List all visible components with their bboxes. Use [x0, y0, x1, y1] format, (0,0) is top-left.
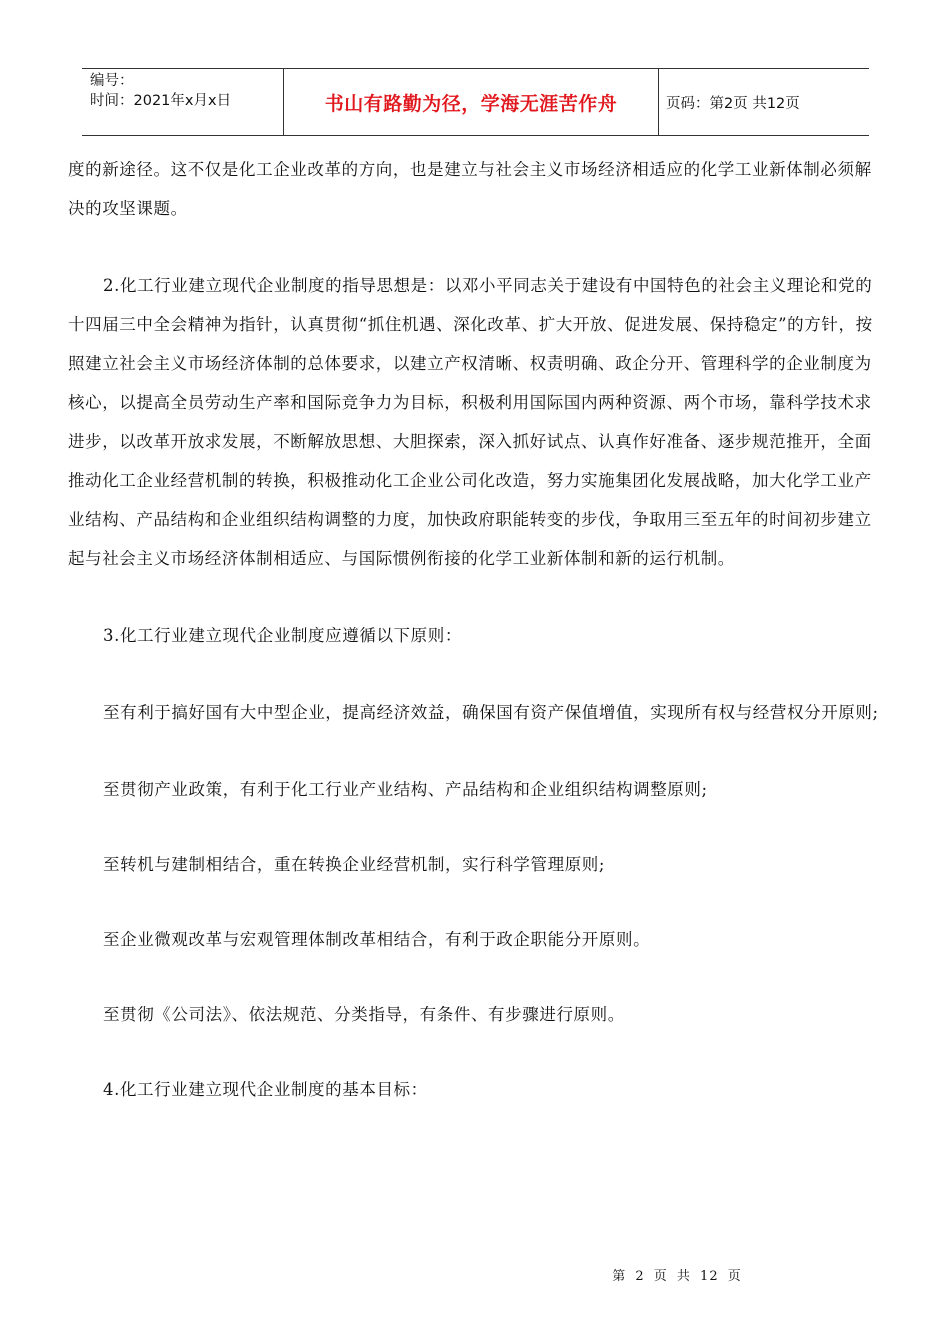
paragraph: 至转机与建制相结合，重在转换企业经营机制，实行科学管理原则; [103, 855, 606, 874]
doc-time-label: 时间：2021年x月x日 [90, 93, 232, 109]
page-footer [0, 1265, 950, 1284]
paragraph: 3.化工行业建立现代企业制度应遵循以下原则： [103, 626, 462, 645]
paragraph: 至有利于搞好国有大中型企业，提高经济效益，确保国有资产保值增值，实现所有权与经营权分开原则; [103, 703, 879, 722]
header-page-info: 页码：第2页 共12页 [666, 96, 800, 112]
paragraph: 4.化工行业建立现代企业制度的基本目标： [103, 1080, 428, 1099]
footer-page-number: 第 2 页 共 12 页 [612, 1269, 742, 1284]
header-divider [658, 69, 659, 135]
header-meta [90, 71, 285, 111]
paragraph: 至贯彻《公司法》、依法规范、分类指导，有条件、有步骤进行原则。 [103, 1005, 625, 1024]
document-body [68, 150, 880, 1147]
paragraph: 至企业微观改革与宏观管理体制改革相结合，有利于政企职能分开原则。 [103, 930, 651, 949]
paragraph: 度的新途径。这不仅是化工企业改革的方向，也是建立与社会主义市场经济相适应的化学工业新体制必须解决的攻坚课题。 [68, 160, 872, 218]
paragraph: 至贯彻产业政策，有利于化工行业产业结构、产品结构和企业组织结构调整原则; [103, 780, 708, 799]
header-motto: 书山有路勤为径，学海无涯苦作舟 [324, 93, 618, 115]
paragraph: 2.化工行业建立现代企业制度的指导思想是：以邓小平同志关于建设有中国特色的社会主义理论和党的十四届三中全会精神为指针，认真贯彻“抓住机遇、深化改革、扩大开放、促进发展、保持稳定”的方针，按照建立社会主义市场经济体制的总体要求，以建立产权清晰、权责明确、政企分开、管理科学的企业制度为核心，以提高全员劳动生产率和国际竞争力为目标，积极利用国际国内两种资源、两个市场，靠科学技术求进步，以改革开放求发展，不断解放思想、大胆探索，深入抓好试点、认真作好准备、逐步规范推开，全面推动化工企业经营机制的转换，积极推动化工企业公司化改造，努力实施集团化发展战略，加大化学工业产业结构、产品结构和企业组织结构调整的力度，加快政府职能转变的步伐，争取用三至五年的时间初步建立起与社会主义市场经济体制相适应、与国际惯例衔接的化学工业新体制和新的运行机制。 [68, 276, 873, 568]
page-header [82, 68, 869, 136]
doc-number-label: 编号： [90, 73, 134, 89]
